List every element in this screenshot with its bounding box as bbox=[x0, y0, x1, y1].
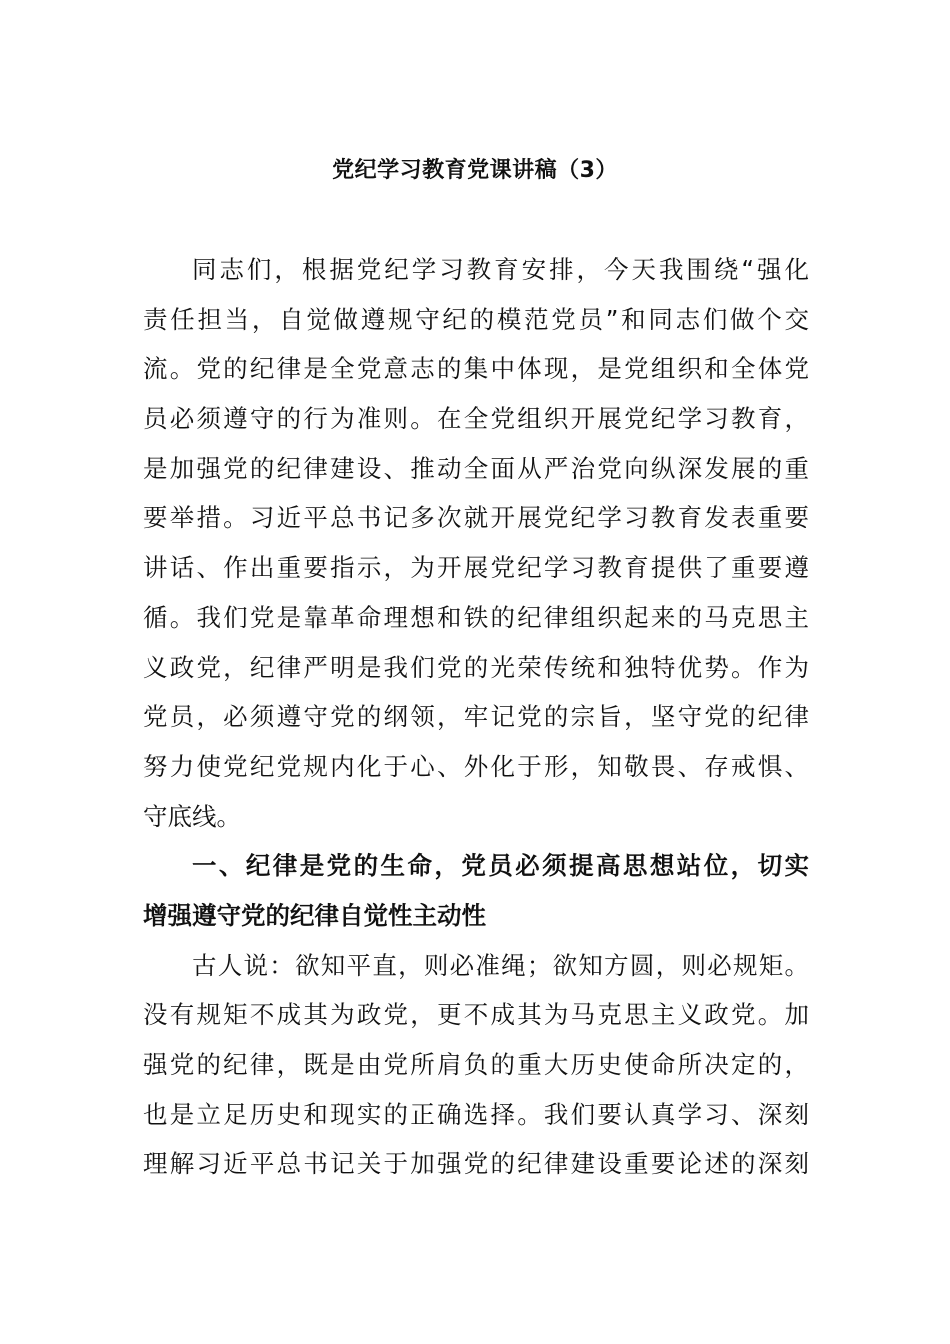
text-line: 讲话、作出重要指示，为开展党纪学习教育提供了重要遵 bbox=[143, 553, 809, 583]
text-line: 是加强党的纪律建设、推动全面从严治党向纵深发展的重 bbox=[143, 453, 809, 483]
document-title: 党纪学习教育党课讲稿（3） bbox=[332, 158, 618, 183]
document-body bbox=[143, 245, 809, 1189]
text-line: 义政党，纪律严明是我们党的光荣传统和独特优势。作为 bbox=[143, 652, 809, 682]
paragraph-section-1 bbox=[143, 941, 809, 1189]
text-line: 流。党的纪律是全党意志的集中体现，是党组织和全体党 bbox=[143, 354, 809, 384]
heading-line: 增强遵守党的纪律自觉性主动性 bbox=[143, 900, 486, 930]
section-heading-1 bbox=[143, 841, 809, 940]
text-line: 强党的纪律，既是由党所肩负的重大历史使命所决定的， bbox=[143, 1050, 809, 1079]
text-line: 没有规矩不成其为政党，更不成其为马克思主义政党。加 bbox=[143, 1000, 809, 1030]
text-line: 同志们，根据党纪学习教育安排，今天我围绕“强化 bbox=[192, 255, 809, 284]
text-line: 要举措。习近平总书记多次就开展党纪学习教育发表重要 bbox=[143, 503, 809, 533]
text-line: 员必须遵守的行为准则。在全党组织开展党纪学习教育， bbox=[143, 404, 809, 434]
heading-line: 一、纪律是党的生命，党员必须提高思想站位，切实 bbox=[192, 851, 809, 881]
text-line: 循。我们党是靠革命理想和铁的纪律组织起来的马克思主 bbox=[143, 602, 809, 632]
text-line: 理解习近平总书记关于加强党的纪律建设重要论述的深刻 bbox=[143, 1149, 809, 1179]
text-line: 也是立足历史和现实的正确选择。我们要认真学习、深刻 bbox=[143, 1099, 809, 1129]
text-line: 守底线。 bbox=[143, 801, 241, 831]
text-line: 责任担当，自觉做遵规守纪的模范党员”和同志们做个交 bbox=[143, 304, 809, 334]
text-line: 努力使党纪党规内化于心、外化于形，知敬畏、存戒惧、 bbox=[143, 751, 809, 781]
paragraph-intro bbox=[143, 245, 809, 841]
text-line: 古人说：欲知平直，则必准绳；欲知方圆，则必规矩。 bbox=[192, 950, 809, 980]
text-line: 党员，必须遵守党的纲领，牢记党的宗旨，坚守党的纪律 bbox=[143, 702, 809, 732]
